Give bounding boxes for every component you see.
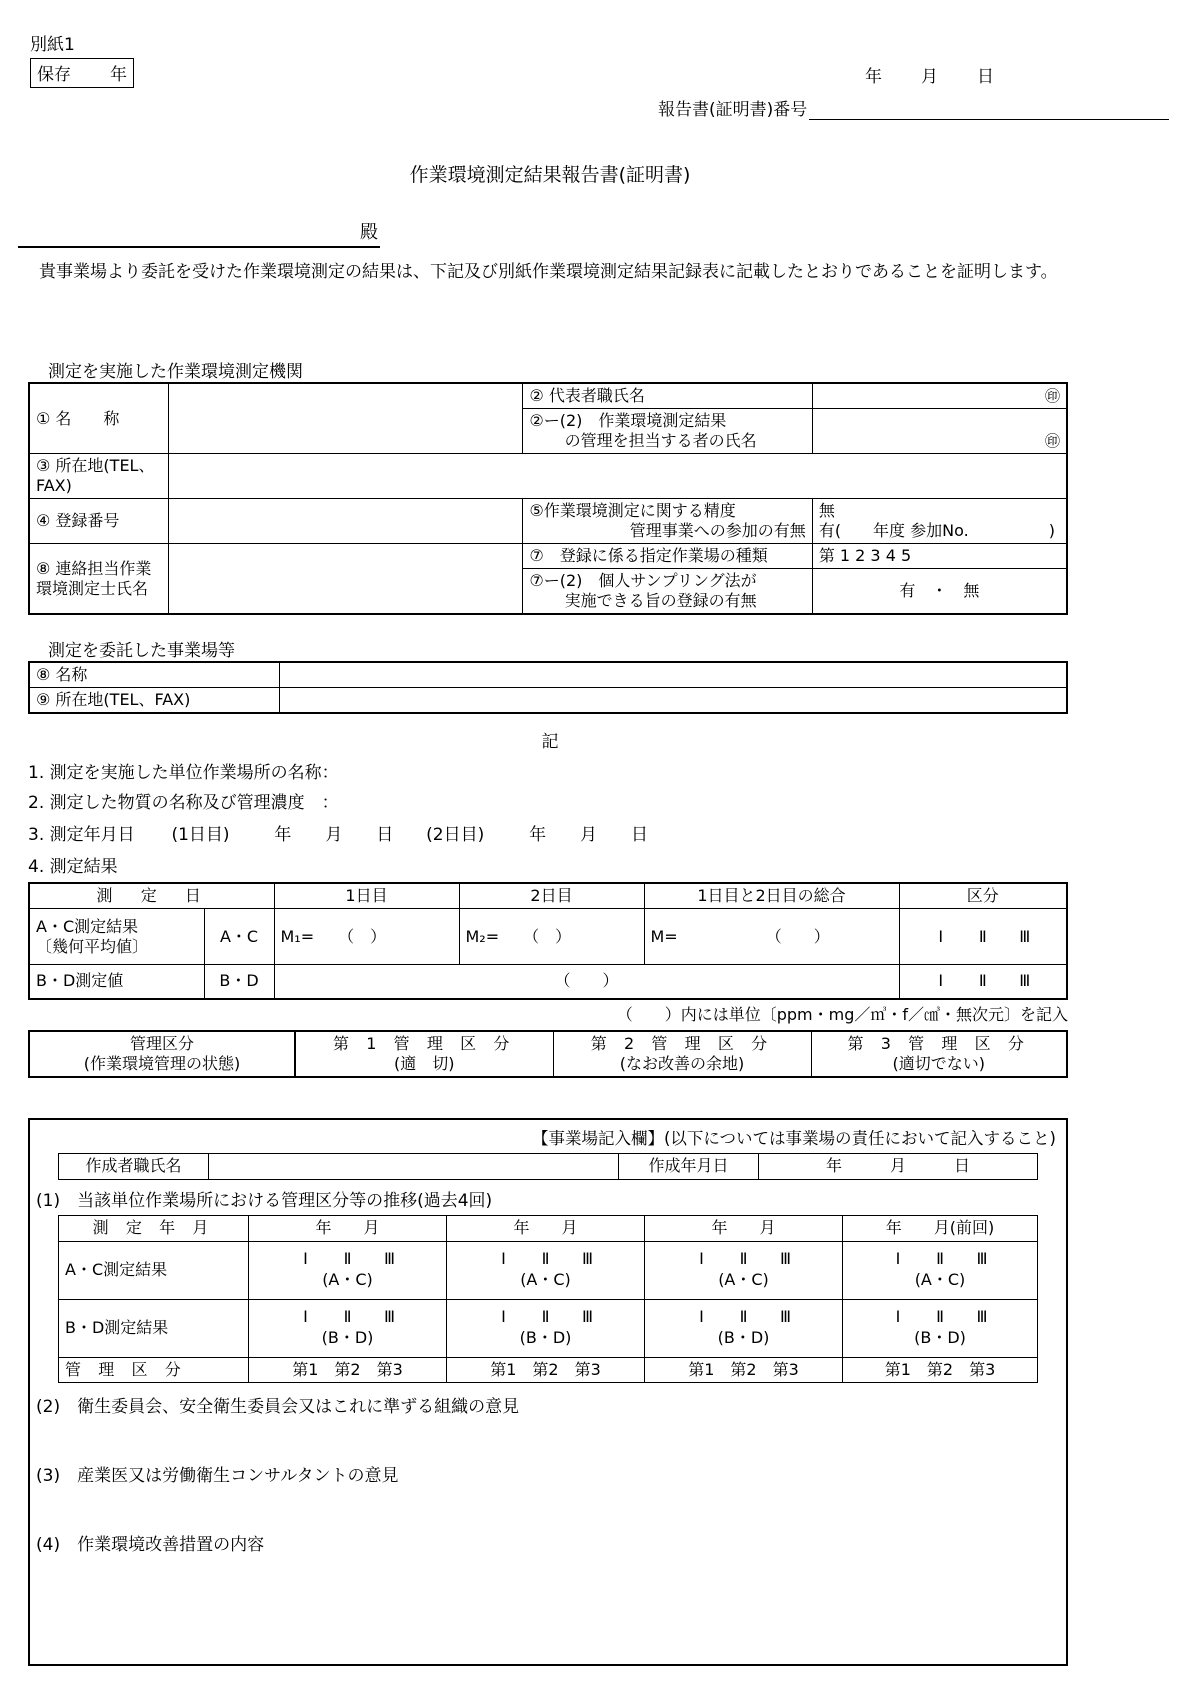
- bd-code: B・D: [204, 965, 274, 999]
- author-input[interactable]: [209, 1154, 619, 1180]
- history-ac-period-2[interactable]: [447, 1241, 645, 1299]
- item-3-day1-label: (1日目): [171, 825, 230, 845]
- item-3: [28, 820, 648, 845]
- history-ac-3-div2[interactable]: Ⅱ: [739, 1249, 748, 1269]
- history-bd-1-div1[interactable]: Ⅰ: [303, 1307, 308, 1327]
- history-bd-2-note: (B・D): [519, 1328, 572, 1348]
- history-bd-4-div2[interactable]: Ⅱ: [936, 1307, 944, 1327]
- history-ac-2-div2[interactable]: Ⅱ: [541, 1249, 550, 1269]
- client-name-input[interactable]: [279, 662, 1067, 688]
- manager-name-label-line2: の管理を担当する者の氏名: [564, 431, 757, 450]
- history-ac-2-div3[interactable]: Ⅲ: [581, 1249, 594, 1269]
- date-month: 月: [921, 67, 938, 87]
- rep-title-label: ② 代表者職氏名: [523, 383, 812, 409]
- control-division-3-title: 第 3 管 理 区 分: [847, 1034, 1030, 1053]
- history-ac-3-note: (A・C): [718, 1270, 769, 1290]
- contact-surveyor-label: ⑧ 連絡担当作業環境測定士氏名: [29, 544, 169, 615]
- addressee-field[interactable]: [18, 218, 380, 248]
- workplace-box-title: 【事業場記入欄】(以下については事業場の責任において記入すること): [531, 1129, 1056, 1148]
- table-row: [29, 883, 1067, 909]
- ki-marker: 記: [541, 732, 559, 752]
- bd-division-2[interactable]: Ⅱ: [978, 971, 987, 991]
- history-table: [58, 1215, 1038, 1384]
- workplace-type-value[interactable]: 第 1 2 3 4 5: [812, 544, 1067, 569]
- history-bd-4-note: (B・D): [914, 1328, 966, 1348]
- history-bd-3-note: (B・D): [717, 1328, 770, 1348]
- org-name-input[interactable]: [169, 383, 523, 454]
- history-bd-label: B・D測定結果: [59, 1299, 249, 1357]
- table-row: [59, 1299, 1038, 1357]
- contact-surveyor-input[interactable]: [169, 544, 523, 615]
- date-day: 日: [977, 67, 994, 87]
- manager-name-label: [523, 409, 812, 454]
- precision-label-line2: 管理事業への参加の有無: [629, 521, 806, 540]
- history-bd-1-div3[interactable]: Ⅲ: [383, 1307, 396, 1327]
- table-row: [59, 1241, 1038, 1299]
- intro-paragraph: [22, 258, 1122, 286]
- control-division-1-title: 第 1 管 理 区 分: [333, 1034, 516, 1053]
- history-bd-2-div1[interactable]: Ⅰ: [501, 1307, 506, 1327]
- ac-result-label-line2: 〔幾何平均値〕: [36, 936, 149, 956]
- client-section-caption: 測定を委託した事業場等: [48, 641, 235, 661]
- history-control-label: 管 理 区 分: [59, 1357, 249, 1383]
- bd-merged-value[interactable]: （ ）: [274, 965, 899, 999]
- personal-sampling-value[interactable]: 有 ・ 無: [812, 569, 1067, 615]
- bd-division-1[interactable]: Ⅰ: [938, 971, 944, 991]
- control-header-line2: (作業環境管理の状態): [83, 1054, 241, 1073]
- precision-option-none[interactable]: 無: [818, 501, 835, 520]
- item-3-day2-date[interactable]: 年 月 日: [529, 825, 649, 845]
- results-header-day1: 1日目: [274, 883, 459, 909]
- personal-sampling-label-line1: ⑦ー(2) 個人サンプリング法が: [529, 571, 757, 590]
- measurement-org-table: [28, 382, 1068, 615]
- ac-division-1[interactable]: Ⅰ: [938, 926, 944, 946]
- control-division-2-note: (なお改善の余地): [619, 1054, 745, 1073]
- item-3-label: 3. 測定年月日: [28, 825, 135, 845]
- table-row: [29, 1031, 1067, 1077]
- item-2: 2. 測定した物質の名称及び管理濃度 ：: [28, 793, 339, 813]
- addressee-honorific: 殿: [360, 222, 378, 243]
- created-date-label: 作成年月日: [619, 1154, 759, 1180]
- table-row: [29, 909, 1067, 965]
- history-ac-4-div2[interactable]: Ⅱ: [936, 1249, 944, 1269]
- history-ac-4-note: (A・C): [914, 1270, 966, 1290]
- history-bd-4-div3[interactable]: Ⅲ: [976, 1307, 988, 1327]
- history-ac-1-div3[interactable]: Ⅲ: [383, 1249, 396, 1269]
- history-bd-1-div2[interactable]: Ⅱ: [343, 1307, 352, 1327]
- ac-total-value[interactable]: M= （ ）: [644, 909, 899, 965]
- author-label: 作成者職氏名: [59, 1154, 209, 1180]
- history-bd-3-div3[interactable]: Ⅲ: [779, 1307, 792, 1327]
- registration-no-input[interactable]: [169, 499, 523, 544]
- history-ac-1-div2[interactable]: Ⅱ: [343, 1249, 352, 1269]
- history-ac-2-note: (A・C): [520, 1270, 571, 1290]
- intro-text: 貴事業場より委託を受けた作業環境測定の結果は、下記及び別紙作業環境測定結果記録表に記載したとおりであることを証明します。: [39, 262, 1058, 282]
- client-address-input[interactable]: [279, 688, 1067, 714]
- manager-seal-icon: ㊞: [812, 409, 1067, 454]
- retention-label: 保存: [37, 65, 71, 85]
- org-section-caption: 測定を実施した作業環境測定機関: [48, 362, 303, 382]
- history-ac-label: A・C測定結果: [59, 1241, 249, 1299]
- history-ac-1-note: (A・C): [322, 1270, 373, 1290]
- table-row: [29, 965, 1067, 999]
- date-year: 年: [865, 67, 882, 87]
- control-header: [29, 1031, 295, 1077]
- personal-sampling-label-line2: 実施できる旨の登録の有無: [564, 591, 757, 610]
- history-bd-period-4[interactable]: [843, 1299, 1038, 1357]
- ac-day2-value[interactable]: M₂= （ ）: [459, 909, 644, 965]
- precision-option-yes[interactable]: 有( 年度 参加No. ): [818, 521, 1055, 540]
- registration-no-label: ④ 登録番号: [29, 499, 169, 544]
- ac-result-label-line1: A・C測定結果: [36, 916, 139, 936]
- history-bd-period-3[interactable]: [645, 1299, 843, 1357]
- table-row: [59, 1154, 1038, 1180]
- precision-label-line1: ⑤作業環境測定に関する精度: [529, 501, 736, 520]
- attachment-label: 別紙1: [30, 35, 75, 55]
- history-bd-2-div2[interactable]: Ⅱ: [541, 1307, 550, 1327]
- table-row: [59, 1357, 1038, 1383]
- section-3-label: (3) 産業医又は労働衛生コンサルタントの意見: [36, 1466, 399, 1487]
- item-3-day2-label: (2日目): [426, 825, 485, 845]
- control-division-1-note: (適 切): [394, 1054, 455, 1073]
- history-ac-4-div1[interactable]: Ⅰ: [895, 1249, 901, 1269]
- control-division-3-note: (適切でない): [892, 1054, 985, 1073]
- unit-note: （ ）内には単位〔ppm・mg／㎥・f／㎤・無次元〕を記入: [616, 1005, 1068, 1024]
- results-header-day2: 2日目: [459, 883, 644, 909]
- history-ac-period-1[interactable]: [249, 1241, 447, 1299]
- bd-result-label: B・D測定値: [29, 965, 204, 999]
- org-address-label: ③ 所在地(TEL、FAX): [29, 454, 169, 499]
- history-control-2[interactable]: 第1 第2 第3: [447, 1357, 645, 1383]
- bd-divisions[interactable]: [899, 965, 1067, 999]
- report-number-input[interactable]: [809, 100, 1169, 120]
- author-row-table: [58, 1153, 1038, 1180]
- history-bd-period-2[interactable]: [447, 1299, 645, 1357]
- ac-divisions[interactable]: [899, 909, 1067, 965]
- client-name-label: ⑧ 名称: [29, 662, 279, 688]
- retention-box: [30, 58, 134, 88]
- table-row: [29, 383, 1067, 409]
- history-ac-4-div3[interactable]: Ⅲ: [976, 1249, 988, 1269]
- history-period-1[interactable]: 年 月: [249, 1215, 447, 1241]
- results-header-date: 測 定 日: [29, 883, 274, 909]
- item-1: 1. 測定を実施した単位作業場所の名称：: [28, 763, 339, 783]
- history-ac-period-4[interactable]: [843, 1241, 1038, 1299]
- history-control-1[interactable]: 第1 第2 第3: [249, 1357, 447, 1383]
- table-row: [59, 1215, 1038, 1241]
- measurement-results-table: [28, 882, 1068, 1000]
- client-address-label: ⑨ 所在地(TEL、FAX): [29, 688, 279, 714]
- org-address-input[interactable]: [169, 454, 1067, 499]
- bd-division-3[interactable]: Ⅲ: [1019, 971, 1031, 991]
- ac-division-2[interactable]: Ⅱ: [978, 926, 987, 946]
- results-header-division: 区分: [899, 883, 1067, 909]
- document-date: [865, 62, 1033, 87]
- table-row: [29, 688, 1067, 714]
- ac-result-label: [29, 909, 204, 965]
- control-division-3[interactable]: [811, 1031, 1067, 1077]
- history-ac-3-div1[interactable]: Ⅰ: [699, 1249, 704, 1269]
- report-number: [658, 95, 1169, 120]
- client-workplace-table: [28, 661, 1068, 714]
- ac-day1-value[interactable]: M₁= （ ）: [274, 909, 459, 965]
- history-ac-1-div1[interactable]: Ⅰ: [303, 1249, 308, 1269]
- rep-seal-icon: ㊞: [812, 383, 1067, 409]
- history-period-2[interactable]: 年 月: [447, 1215, 645, 1241]
- history-bd-4-div1[interactable]: Ⅰ: [895, 1307, 901, 1327]
- ac-code: A・C: [204, 909, 274, 965]
- retention-unit: 年: [110, 65, 127, 85]
- history-period-4[interactable]: 年 月(前回): [843, 1215, 1038, 1241]
- table-row: [29, 499, 1067, 544]
- history-bd-period-1[interactable]: [249, 1299, 447, 1357]
- section-2-label: (2) 衛生委員会、安全衛生委員会又はこれに準ずる組織の意見: [36, 1397, 520, 1418]
- created-date-value[interactable]: 年 月 日: [759, 1154, 1038, 1180]
- precision-options[interactable]: [812, 499, 1067, 544]
- org-name-label: ① 名 称: [29, 383, 169, 454]
- workplace-entry-box: [28, 1118, 1068, 1666]
- precision-program-label: [523, 499, 812, 544]
- report-number-label: 報告書(証明書)番号: [658, 100, 808, 120]
- history-bd-3-div1[interactable]: Ⅰ: [699, 1307, 704, 1327]
- table-row: [29, 544, 1067, 569]
- control-division-table: [28, 1030, 1068, 1078]
- item-3-day1-date[interactable]: 年 月 日: [274, 825, 394, 845]
- item-4: 4. 測定結果: [28, 857, 118, 877]
- history-row-header: 測 定 年 月: [59, 1215, 249, 1241]
- history-control-3[interactable]: 第1 第2 第3: [645, 1357, 843, 1383]
- section-4-label: (4) 作業環境改善措置の内容: [36, 1535, 265, 1556]
- control-header-line1: 管理区分: [129, 1034, 194, 1053]
- history-bd-3-div2[interactable]: Ⅱ: [739, 1307, 748, 1327]
- history-ac-3-div3[interactable]: Ⅲ: [779, 1249, 792, 1269]
- control-division-2-title: 第 2 管 理 区 分: [590, 1034, 774, 1053]
- history-ac-2-div1[interactable]: Ⅰ: [501, 1249, 506, 1269]
- personal-sampling-label: [523, 569, 812, 615]
- control-division-1[interactable]: [295, 1031, 553, 1077]
- table-row: [29, 454, 1067, 499]
- history-bd-2-div3[interactable]: Ⅲ: [581, 1307, 594, 1327]
- history-period-3[interactable]: 年 月: [645, 1215, 843, 1241]
- history-control-4[interactable]: 第1 第2 第3: [843, 1357, 1038, 1383]
- history-bd-1-note: (B・D): [321, 1328, 374, 1348]
- manager-name-label-line1: ②ー(2) 作業環境測定結果: [529, 411, 727, 430]
- page-title: 作業環境測定結果報告書(証明書): [409, 164, 691, 186]
- section-1-label: (1) 当該単位作業場所における管理区分等の推移(過去4回): [36, 1190, 493, 1211]
- control-division-2[interactable]: [553, 1031, 811, 1077]
- workplace-type-label: ⑦ 登録に係る指定作業場の種類: [523, 544, 812, 569]
- ac-division-3[interactable]: Ⅲ: [1019, 926, 1031, 946]
- table-row: [29, 662, 1067, 688]
- history-ac-period-3[interactable]: [645, 1241, 843, 1299]
- results-header-total: 1日目と2日目の総合: [644, 883, 899, 909]
